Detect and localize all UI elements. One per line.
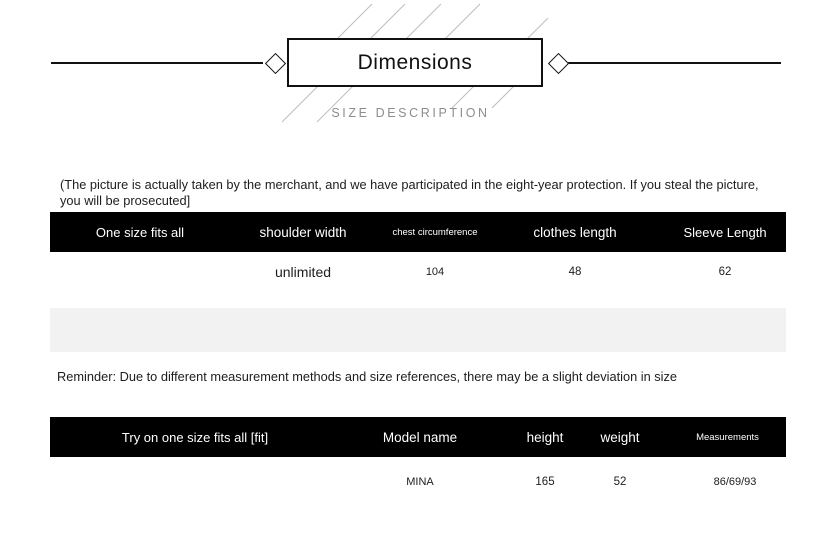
- model-table-cell-3: 52: [613, 476, 627, 488]
- model-table-header-cell-0: Try on one size fits all [fit]: [121, 429, 269, 445]
- size-table-cell-1: unlimited: [274, 264, 332, 280]
- size-table-header-row: [50, 212, 786, 252]
- size-table-row: [50, 252, 786, 292]
- size-table-header-cell-1: shoulder width: [259, 224, 347, 240]
- model-table-row: [50, 457, 786, 507]
- diamond-ornament-left: [265, 53, 286, 74]
- page-header: [0, 0, 821, 145]
- page-title: Dimensions: [357, 50, 473, 74]
- size-table-header-cell-3: clothes length: [533, 224, 617, 240]
- page-subtitle: SIZE DESCRIPTION: [331, 106, 490, 120]
- model-table-header-cell-1: Model name: [382, 429, 458, 445]
- model-table-cell-0: [50, 457, 340, 507]
- header-rule-right: [565, 62, 781, 64]
- size-table-cell-0: [50, 252, 230, 292]
- model-table-header-row: [50, 417, 786, 457]
- size-table-header-cell-4: Sleeve Length: [683, 224, 767, 240]
- model-table-cell-4: 86/69/93: [713, 476, 757, 488]
- model-table-header-cell-4: Measurements: [696, 431, 759, 443]
- copyright-note: (The picture is actually taken by the merchant, and we have participated in the eight-year protection. If you steal the picture, you will be prosecuted]: [60, 177, 759, 208]
- size-table-cell-4: 62: [718, 266, 732, 278]
- size-table-header-cell-0: One size fits all: [95, 224, 185, 240]
- model-table-cell-2: 165: [535, 476, 555, 488]
- size-table-header-cell-2: chest circumference: [392, 226, 478, 238]
- size-table-cell-3: 48: [568, 266, 582, 278]
- size-table: [50, 212, 786, 292]
- header-rule-left: [51, 62, 263, 64]
- table-spacer-band: [50, 308, 786, 352]
- measurement-reminder: Reminder: Due to different measurement methods and size references, there may be a slight deviation in size: [57, 369, 678, 384]
- title-box: [287, 38, 543, 87]
- model-table-cell-1: MINA: [406, 476, 434, 488]
- model-table-header-cell-3: weight: [600, 429, 640, 445]
- size-table-cell-2: 104: [425, 266, 445, 278]
- model-table-header-cell-2: height: [526, 429, 564, 445]
- model-table: [50, 417, 786, 507]
- diamond-ornament-right: [548, 53, 569, 74]
